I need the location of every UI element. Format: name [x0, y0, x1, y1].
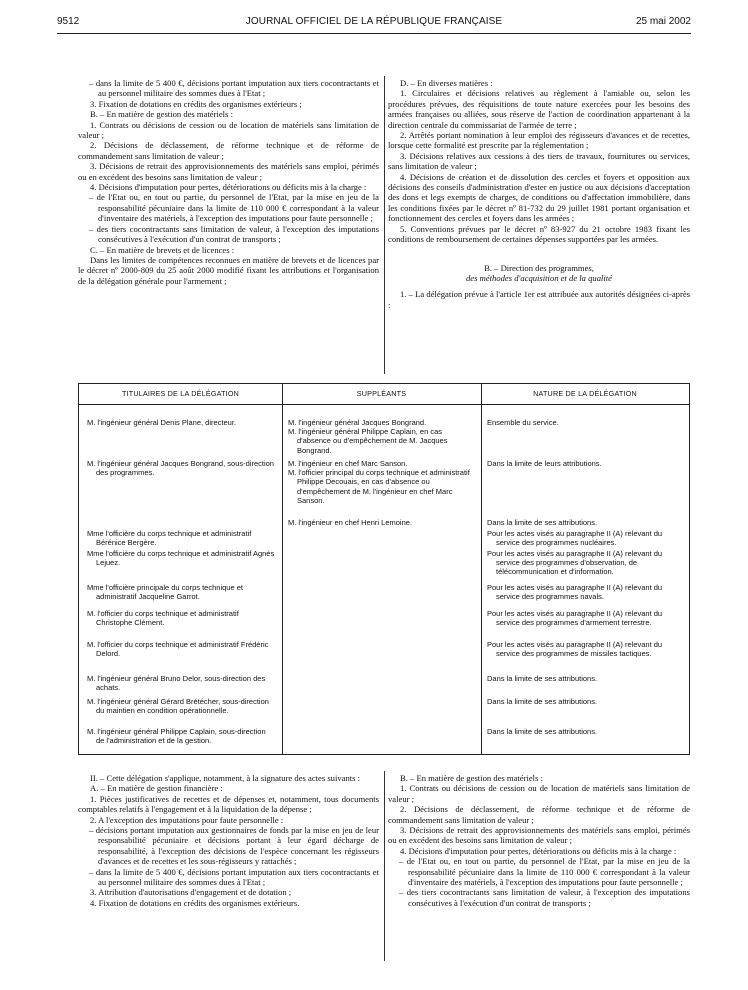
- table-header-nature: NATURE DE LA DÉLÉGATION: [533, 389, 637, 398]
- table-cell-titulaire: [87, 549, 275, 567]
- paragraph: 4. Décisions de création et de dissolution des cercles et foyers et opposition aux décisions des conseils d'administration d'ester en justice ou aux décisions d'acceptation des dons et legs exempts de charges, de conditions ou d'affectation immobilière, dans les conditions fixées par le décret nº 81-732 du 29 juillet 1981 portant organisation et fonctionnement des cercles et foyers dans les armées ;: [388, 171, 690, 224]
- table-cell-titulaire: [87, 583, 275, 601]
- table-cell-nature: [487, 727, 683, 736]
- nature-text: Dans la limite de ses attributions.: [487, 727, 598, 736]
- paragraph: B. – En matière de gestion des matériels :: [400, 773, 543, 783]
- table-cell-titulaire: [87, 727, 275, 745]
- article-1-text: 1. – La délégation prévue à l'article 1er est attribuée aux autorités désignées ci-après :: [388, 289, 690, 310]
- nature-text: Pour les actes visés au paragraphe II (A) relevant du service des programmes d'observation, de télécommunication et d'information.: [487, 549, 663, 577]
- table-cell-nature: [487, 518, 683, 527]
- table-header-titulaires: TITULAIRES DE LA DÉLÉGATION: [121, 389, 240, 398]
- titulaire-text: M. l'ingénieur général Denis Plane, directeur.: [87, 418, 237, 427]
- table-cell-suppleant: [288, 518, 476, 527]
- table-cell-nature: [487, 609, 683, 627]
- table-cell-titulaire: [87, 609, 275, 627]
- table-col-divider: [282, 384, 283, 754]
- titulaire-text: Mme l'officière du corps technique et administratif Agnès Lejuez.: [87, 549, 275, 568]
- paragraph: 4. Fixation de dotations en crédits des organismes extérieurs.: [90, 897, 300, 908]
- paragraph: 1. Pièces justificatives de recettes et de dépenses et, notamment, tous documents comptables relatifs à l'engagement et à la liquidation de la dépense ;: [78, 793, 379, 815]
- paragraph: C. – En matière de brevets et de licences :: [90, 244, 235, 255]
- header-rule: [57, 33, 691, 34]
- suppleant-text: M. l'ingénieur en chef Marc Sanson.: [288, 459, 408, 468]
- table-cell-nature: [487, 529, 683, 547]
- nature-text: Dans la limite de ses attributions.: [487, 674, 598, 683]
- journal-title: JOURNAL OFFICIEL DE LA RÉPUBLIQUE FRANÇAISE: [245, 16, 503, 27]
- column-divider-top: [384, 76, 385, 374]
- paragraph: 3. Fixation de dotations en crédits des organismes extérieurs ;: [90, 98, 302, 109]
- table-cell-nature: [487, 583, 683, 601]
- table-cell-nature: [487, 640, 683, 658]
- titulaire-text: M. l'ingénieur général Bruno Delor, sous-direction des achats.: [87, 674, 266, 693]
- paragraph: 1. Contrats ou décisions de cession ou de location de matériels sans limitation de valeur ;: [388, 783, 690, 804]
- suppleant-text: M. l'ingénieur général Jacques Bongrand.: [288, 418, 427, 427]
- paragraph: 3. Attribution d'autorisations d'engagement et de dotation ;: [90, 887, 292, 898]
- paragraph: 3. Décisions de retrait des approvisionnements des matériels sans emploi, périmés ou en excédent des besoins sans limitation de valeur ;: [78, 161, 379, 182]
- column-bottom-right: [388, 773, 690, 908]
- table-cell-titulaire: [87, 674, 275, 692]
- nature-text: Pour les actes visés au paragraphe II (A) relevant du service des programmes nucléaires.: [487, 529, 663, 548]
- table-cell-nature: [487, 459, 683, 468]
- nature-text: Dans la limite de leurs attributions.: [487, 459, 602, 468]
- paragraph: B. – En matière de gestion des matériels :: [90, 109, 233, 120]
- table-cell-titulaire: [87, 529, 275, 547]
- paragraph: D. – En diverses matières :: [400, 78, 493, 88]
- paragraph: – décisions portant imputation aux gestionnaires de fonds par la mise en jeu de leur responsabilité pécuniaire et décisions portant à leur égard décharge de responsabilité, à l'exception des décisions de l'espèce concernant les régisseurs d'avances et de recettes et les sous-régisseurs y rattachés ;: [89, 825, 379, 867]
- column-top-left: [78, 78, 379, 286]
- paragraph: – des tiers cocontractants sans limitation de valeur, à l'exception des imputations consécutives à l'exécution d'un contrat de transports ;: [89, 223, 379, 245]
- table-cell-nature: [487, 697, 683, 706]
- table-col-divider: [481, 384, 482, 754]
- paragraph: 2. Arrêtés portant nomination à leur emploi des régisseurs d'avances et de recettes, lorsque cette formalité est prescrite par la réglementation ;: [388, 130, 690, 151]
- section-b-line2: des méthodes d'acquisition et de la qualité: [466, 272, 612, 283]
- titulaire-text: M. l'ingénieur général Gérard Brétécher, sous-direction du maintien en condition opérationnelle.: [87, 697, 269, 716]
- issue-date: 25 mai 2002: [635, 16, 691, 27]
- table-header-rule: [79, 404, 689, 405]
- paragraph: – de l'Etat ou, en tout ou partie, du personnel de l'Etat, par la mise en jeu de la responsabilité pécuniaire dans la limite de 110 000 € correspondant à la valeur d'inventaire des matériels, à l'exception des imputations pour faute personnelle ;: [399, 856, 690, 888]
- column-top-right: [388, 78, 690, 310]
- suppleant-text: M. l'ingénieur en chef Henri Lemoine.: [288, 518, 412, 527]
- delegation-table: [78, 383, 690, 755]
- paragraph: 3. Décisions de retrait des approvisionnements des matériels sans emploi, périmés ou en excédent des besoins sans limitation de valeur ;: [388, 825, 690, 846]
- table-cell-titulaire: [87, 459, 275, 477]
- titulaire-text: Mme l'officière du corps technique et administratif Bérénice Bergère.: [87, 529, 252, 548]
- paragraph: 4. Décisions d'imputation pour pertes, détériorations ou déficits mis à la charge :: [400, 845, 677, 856]
- section-b-line1: B. – Direction des programmes,: [484, 262, 594, 273]
- paragraph: – dans la limite de 5 400 €, décisions portant imputation aux tiers cocontractants et au personnel militaire des sommes dues à l'Etat ;: [89, 78, 379, 99]
- paragraph: – dans la limite de 5 400 €, décisions portant imputation aux tiers cocontractants et au personnel militaire des sommes dues à l'Etat ;: [89, 866, 379, 888]
- nature-text: Pour les actes visés au paragraphe II (A) relevant du service des programmes navals.: [487, 583, 663, 602]
- paragraph: 1. Contrats ou décisions de cession ou de location de matériels sans limitation de valeur ;: [78, 119, 379, 141]
- paragraph: Dans les limites de compétences reconnues en matière de brevets et de licences par le décret nº 2000-809 du 25 août 2000 modifié fixant les attributions et l'organisation de la délégation générale pour l'armement ;: [78, 254, 379, 286]
- paragraph: 2. Décisions de déclassement, de réforme technique et de réforme de commandement sans limitation de valeur ;: [78, 140, 379, 161]
- nature-text: Dans la limite de ses attributions.: [487, 518, 598, 527]
- paragraph: A. – En matière de gestion financière :: [90, 783, 223, 794]
- titulaire-text: Mme l'officière principale du corps technique et administratif Jacqueline Garrot.: [87, 583, 243, 602]
- titulaire-text: M. l'officier du corps technique et administratif Frédéric Delord.: [87, 640, 269, 659]
- table-cell-nature: [487, 674, 683, 683]
- paragraph: II. – Cette délégation s'applique, notamment, à la signature des actes suivants :: [90, 773, 361, 783]
- titulaire-text: M. l'officier du corps technique et administratif Christophe Clément.: [87, 609, 239, 628]
- table-cell-titulaire: [87, 418, 275, 427]
- nature-text: Dans la limite de ses attributions.: [487, 697, 598, 706]
- titulaire-text: M. l'ingénieur général Jacques Bongrand, sous-direction des programmes.: [87, 459, 274, 478]
- table-cell-suppleant: [288, 459, 476, 505]
- page-number: 9512: [57, 16, 80, 27]
- table-cell-titulaire: [87, 640, 275, 658]
- nature-text: Pour les actes visés au paragraphe II (A) relevant du service des programmes de missiles tactiques.: [487, 640, 663, 659]
- paragraph: 2. A l'exception des imputations pour faute personnelle :: [90, 814, 284, 825]
- nature-text: Pour les actes visés au paragraphe II (A) relevant du service des programmes d'armement terrestre.: [487, 609, 663, 628]
- paragraph: 1. Circulaires et décisions relatives au règlement à l'amiable ou, selon les procédures prévues, des réquisitions de toute nature exercées pour les besoins des armées françaises ou alliées, sous réserve de l'action de coordination appartenant à la direction centrale du commissariat de l'armée de terre ;: [388, 88, 690, 130]
- table-header-suppleants: SUPPLÉANTS: [356, 389, 407, 398]
- table-cell-suppleant: [288, 418, 476, 455]
- titulaire-text: M. l'ingénieur général Philippe Caplain, sous-direction de l'administration et de la gestion.: [87, 727, 266, 746]
- nature-text: Ensemble du service.: [487, 418, 559, 427]
- section-b-heading: [388, 263, 690, 284]
- table-cell-nature: [487, 549, 683, 577]
- suppleant-text: M. l'officier principal du corps technique et administratif Philippe Decouais, en cas d'absence ou d'empêchement de M. l'ingénieur en chef Marc Sanson.: [288, 468, 470, 505]
- paragraph: 4. Décisions d'imputation pour pertes, détériorations ou déficits mis à la charge :: [90, 182, 367, 193]
- table-cell-titulaire: [87, 697, 275, 715]
- column-divider-bottom: [384, 771, 385, 961]
- paragraph: 2. Décisions de déclassement, de réforme technique et de réforme de commandement sans limitation de valeur ;: [388, 804, 690, 825]
- paragraph: – de l'Etat ou, en tout ou partie, du personnel de l'Etat, par la mise en jeu de la responsabilité pécuniaire dans la limite de 110 000 € correspondant à la valeur d'inventaire des matériels, à l'exception des imputations pour faute personnelle ;: [89, 192, 379, 224]
- paragraph: 3. Décisions relatives aux cessions à des tiers de travaux, fournitures ou services, sans limitation de valeur ;: [388, 150, 690, 172]
- column-bottom-left: [78, 773, 379, 908]
- page-header: [57, 16, 691, 30]
- paragraph: – des tiers cocontractants sans limitation de valeur, à l'exception des imputations consécutives à l'exécution d'un contrat de transports ;: [399, 887, 690, 908]
- table-cell-nature: [487, 418, 683, 427]
- suppleant-text: M. l'ingénieur général Philippe Caplain, en cas d'absence ou d'empêchement de M. Jacques Bongrand.: [288, 427, 448, 455]
- paragraph: 5. Conventions prévues par le décret nº 83-927 du 21 octobre 1983 fixant les conditions de remboursement de certaines dépenses supportées par les armées.: [388, 223, 690, 245]
